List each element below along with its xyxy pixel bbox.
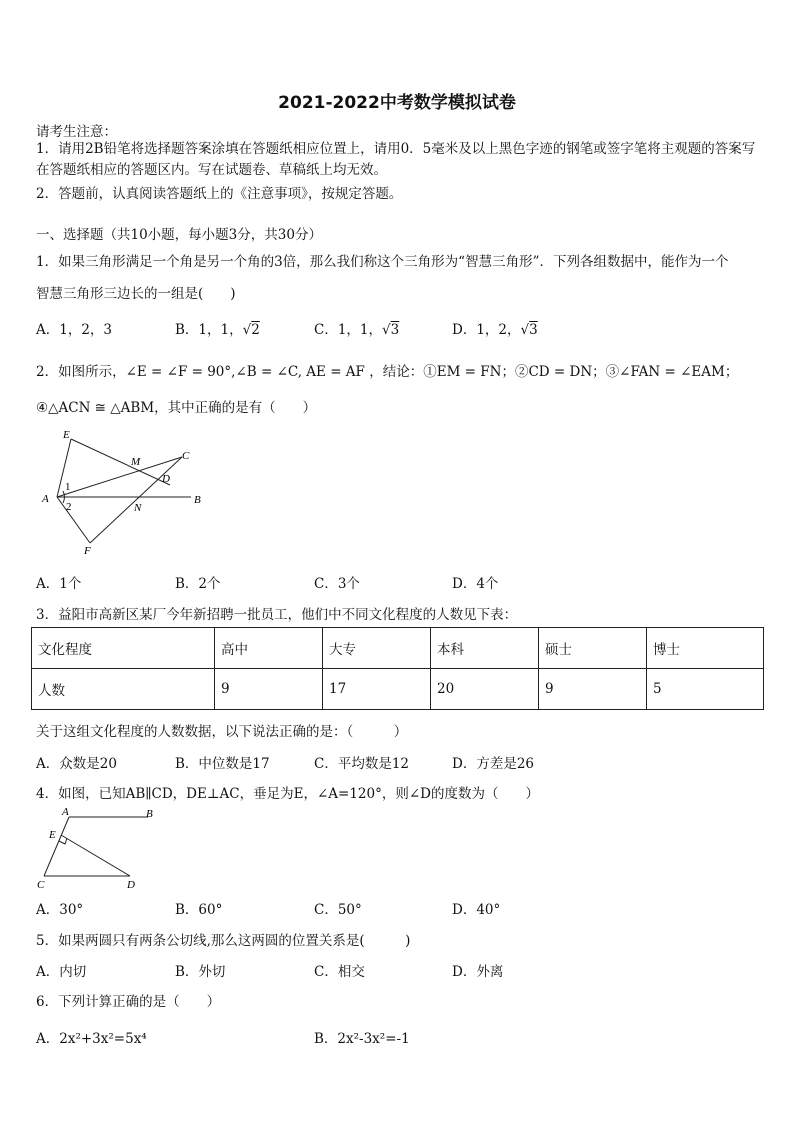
table-cell: 20 — [431, 669, 539, 710]
q4-label-c: C — [37, 879, 45, 891]
notice-item-1: 1．请用2B铅笔将选择题答案涂填在答题纸相应位置上，请用0．5毫米及以上黑色字迹的钢笔或签字笔将主观题的答案写在答题纸相应的答题区内。写在试题卷、草稿纸上均无效。 — [36, 141, 756, 178]
q3-stem: 3．益阳市高新区某厂今年新招聘一批员工，他们中不同文化程度的人数见下表： — [36, 607, 518, 623]
q1-option-d — [452, 318, 538, 338]
q4-option-a: A．30° — [36, 902, 84, 918]
q2-option-c: C．3个 — [314, 576, 360, 592]
q1-option-c-text: C．1，1， — [314, 322, 383, 338]
q2-option-d: D．4个 — [452, 576, 499, 592]
q6-stem: 6．下列计算正确的是（ ） — [36, 994, 221, 1010]
notice-heading: 请考生注意： — [36, 124, 117, 140]
q2-label-a: A — [42, 493, 49, 505]
table-cell: 5 — [647, 669, 764, 710]
q5-stem: 5．如果两圆只有两条公切线,那么这两圆的位置关系是( ) — [36, 933, 411, 949]
sqrt-icon: √ — [382, 322, 391, 338]
table-cell: 17 — [323, 669, 431, 710]
table-cell: 大专 — [323, 628, 431, 669]
q2-figure — [36, 425, 216, 560]
q4-stem: 4．如图，已知AB∥CD，DE⊥AC，垂足为E，∠A=120°，则∠D的度数为（ ） — [36, 786, 539, 802]
q1-option-c — [314, 318, 399, 338]
q4-label-a: A — [62, 806, 69, 818]
q3-option-a: A．众数是20 — [36, 756, 117, 772]
q5-option-a: A．内切 — [36, 964, 87, 980]
q4-label-d: D — [127, 879, 135, 891]
q2-label-n: N — [134, 502, 142, 514]
table-cell: 硕士 — [539, 628, 647, 669]
q1-option-b-text: B．1，1， — [175, 322, 243, 338]
q4-option-c: C．50° — [314, 902, 362, 918]
q2-label-m: M — [131, 456, 141, 468]
q2-label-1: 1 — [65, 481, 71, 493]
q2-stem-line2: ④△ACN ≅ △ABM，其中正确的是有（ ） — [36, 400, 317, 416]
q2-line-fc — [90, 457, 182, 543]
page-title: 2021-2022中考数学模拟试卷 — [278, 93, 516, 113]
table-cell: 9 — [215, 669, 323, 710]
q1-option-d-radicand: 3 — [529, 322, 538, 338]
sqrt-icon: √ — [520, 322, 530, 338]
table-row — [32, 628, 764, 669]
q1-option-c-radicand: 3 — [390, 322, 400, 338]
q3-option-c: C．平均数是12 — [314, 756, 410, 772]
table-cell: 人数 — [32, 669, 215, 710]
q4-option-b: B．60° — [175, 902, 223, 918]
table-cell: 文化程度 — [32, 628, 215, 669]
table-cell: 9 — [539, 669, 647, 710]
table-cell: 高中 — [215, 628, 323, 669]
q2-line-af — [57, 497, 90, 543]
q5-option-d: D．外离 — [452, 964, 504, 980]
q5-option-b: B．外切 — [175, 964, 226, 980]
q4-figure — [36, 804, 166, 894]
q2-label-e: E — [63, 429, 70, 441]
q2-stem-line1: 2．如图所示，∠E = ∠F = 90°,∠B = ∠C, AE = AF ，结论：①EM = FN；②CD = DN；③∠FAN = ∠EAM； — [36, 364, 739, 380]
q2-label-f: F — [84, 545, 91, 557]
q1-option-d-text: D．1，2， — [452, 322, 521, 338]
q1-option-b — [175, 318, 260, 338]
q5-option-c: C．相交 — [314, 964, 365, 980]
q6-option-a: A．2x²+3x²=5x⁴ — [36, 1031, 147, 1047]
q4-option-d: D．40° — [452, 902, 501, 918]
q2-option-b: B．2个 — [175, 576, 221, 592]
q1-option-a: A．1，2，3 — [36, 322, 113, 338]
notice-item-2: 2．答题前，认真阅读答题纸上的《注意事项》，按规定答题。 — [36, 186, 403, 202]
table-cell: 本科 — [431, 628, 539, 669]
q4-line-ed — [61, 835, 130, 876]
q2-label-d: D — [162, 473, 170, 485]
q4-label-e: E — [49, 829, 56, 841]
q2-option-a: A．1个 — [36, 576, 82, 592]
q2-line-eb — [71, 439, 170, 485]
q3-option-b: B．中位数是17 — [175, 756, 270, 772]
table-row — [32, 669, 764, 710]
section-heading: 一、选择题（共10小题，每小题3分，共30分） — [36, 227, 322, 243]
q6-option-b: B．2x²-3x²=-1 — [314, 1031, 410, 1047]
q2-label-2: 2 — [66, 501, 72, 513]
table-cell: 博士 — [647, 628, 764, 669]
q1-stem-line1: 1．如果三角形满足一个角是另一个角的3倍，那么我们称这个三角形为“智慧三角形”．下列各组数据中，能作为一个 — [36, 254, 729, 270]
q1-option-b-radicand: 2 — [251, 322, 260, 338]
q3-table — [31, 627, 764, 710]
q3-option-d: D．方差是26 — [452, 756, 535, 772]
q4-line-ac — [44, 817, 69, 876]
q4-label-b: B — [146, 808, 153, 820]
q2-label-c: C — [182, 450, 190, 462]
q2-label-b: B — [194, 494, 201, 506]
sqrt-icon: √ — [242, 322, 252, 338]
q1-stem-line2: 智慧三角形三边长的一组是( ) — [36, 286, 236, 302]
q3-sub-question: 关于这组文化程度的人数数据，以下说法正确的是：（ ） — [36, 724, 408, 740]
